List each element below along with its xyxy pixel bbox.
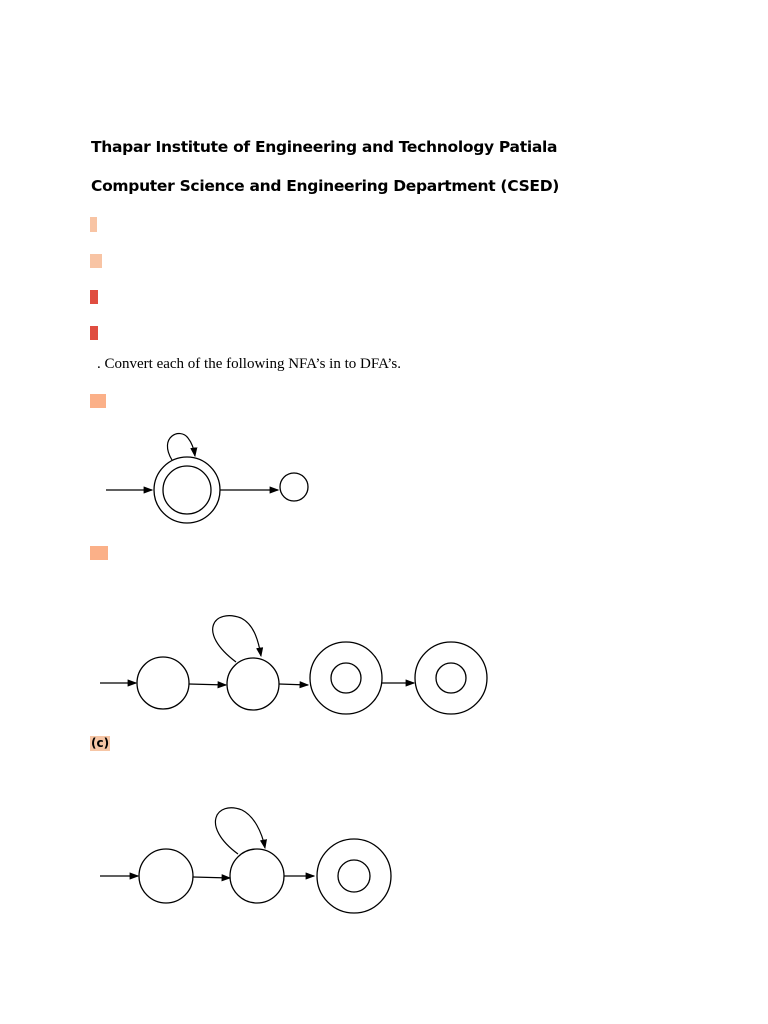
part-b-marker bbox=[90, 546, 108, 560]
self-loop-arrow bbox=[167, 434, 195, 460]
state-circle bbox=[139, 849, 193, 903]
part-a-marker bbox=[90, 394, 106, 408]
self-loop-arrow bbox=[215, 808, 265, 854]
nfa-diagram-c bbox=[96, 800, 406, 920]
accepting-state-inner bbox=[331, 663, 361, 693]
nfa-diagram-a bbox=[100, 425, 320, 525]
highlight-marker-1 bbox=[90, 217, 97, 232]
state-circle bbox=[137, 657, 189, 709]
self-loop-arrow bbox=[213, 616, 261, 662]
nfa-diagram-b bbox=[96, 610, 496, 720]
state-circle bbox=[227, 658, 279, 710]
transition-arrow bbox=[189, 684, 226, 685]
state-circle bbox=[230, 849, 284, 903]
highlight-marker-3 bbox=[90, 290, 98, 304]
part-c-label: (c) bbox=[91, 736, 110, 750]
highlight-marker-4 bbox=[90, 326, 98, 340]
institute-heading: Thapar Institute of Engineering and Technology Patiala bbox=[91, 138, 558, 156]
accepting-state-inner bbox=[436, 663, 466, 693]
accepting-state-inner bbox=[163, 466, 211, 514]
question-text: . Convert each of the following NFA’s in to DFA’s. bbox=[97, 356, 402, 372]
transition-arrow bbox=[279, 684, 308, 685]
accepting-state-inner bbox=[338, 860, 370, 892]
transition-arrow bbox=[193, 877, 230, 878]
state-circle bbox=[280, 473, 308, 501]
highlight-marker-2 bbox=[90, 254, 102, 268]
department-heading: Computer Science and Engineering Department (CSED) bbox=[91, 177, 560, 195]
